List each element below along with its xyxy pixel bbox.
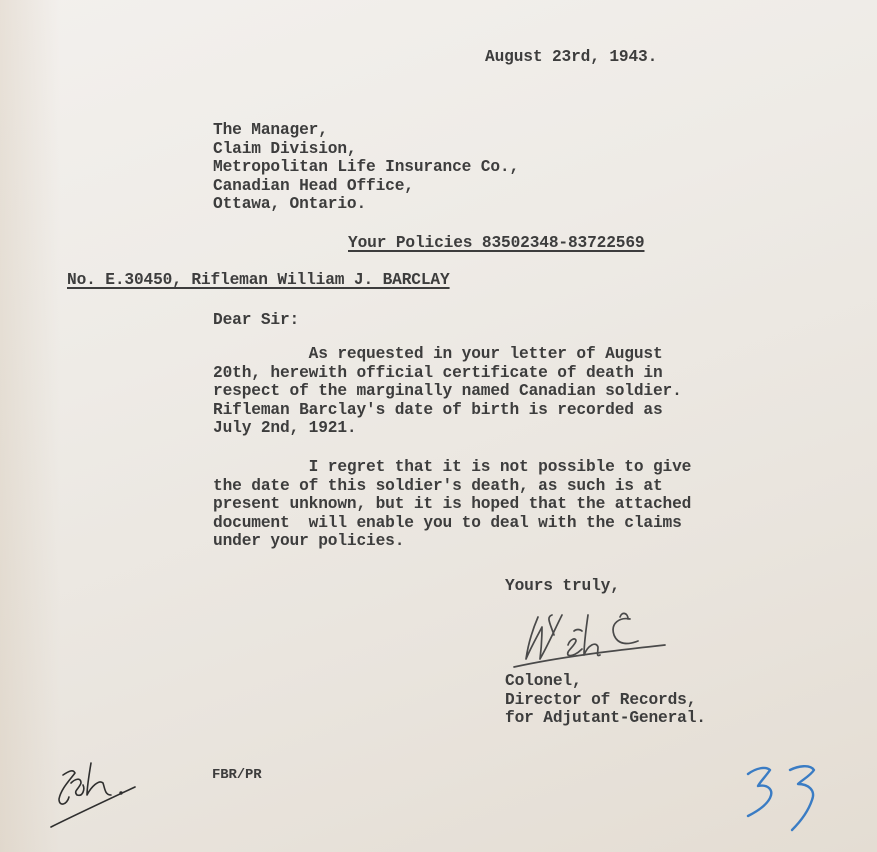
- typist-reference: FBR/PR: [212, 767, 262, 783]
- recipient-line: Claim Division,: [213, 139, 357, 158]
- signatory-line: Colonel,: [505, 672, 582, 690]
- recipient-line: The Manager,: [213, 121, 328, 139]
- paragraph-line: document will enable you to deal with the claims: [213, 513, 682, 532]
- paragraph-line: 20th, herewith official certificate of death in: [213, 363, 663, 382]
- recipient-line: Ottawa, Ontario.: [213, 195, 367, 213]
- paragraph-line: the date of this soldier's death, as such is at: [213, 476, 663, 495]
- signature-mark: [510, 605, 680, 675]
- letter-date: August 23rd, 1943.: [485, 48, 658, 66]
- paragraph-line: present unknown, but it is hoped that the attached: [213, 495, 692, 513]
- closing: Yours truly,: [505, 577, 620, 595]
- paragraph-line: July 2nd, 1921.: [213, 419, 357, 437]
- signatory-line: for Adjutant-General.: [505, 709, 706, 727]
- paragraph-line: respect of the marginally named Canadian soldier.: [213, 382, 682, 400]
- handwritten-initials: [45, 755, 165, 845]
- paragraph-line: Rifleman Barclay's date of birth is recorded as: [213, 400, 663, 419]
- recipient-line: Metropolitan Life Insurance Co.,: [213, 158, 520, 176]
- signatory-line: Director of Records,: [505, 690, 697, 709]
- recipient-line: Canadian Head Office,: [213, 176, 414, 195]
- policies-reference: Your Policies 83502348-83722569: [348, 234, 645, 252]
- page-number-handwritten: [740, 762, 840, 842]
- paragraph-line: I regret that it is not possible to give: [213, 458, 692, 476]
- paragraph-line: under your policies.: [213, 532, 405, 550]
- paragraph-line: As requested in your letter of August: [213, 345, 663, 363]
- soldier-reference: No. E.30450, Rifleman William J. BARCLAY: [67, 271, 450, 289]
- salutation: Dear Sir:: [213, 311, 300, 329]
